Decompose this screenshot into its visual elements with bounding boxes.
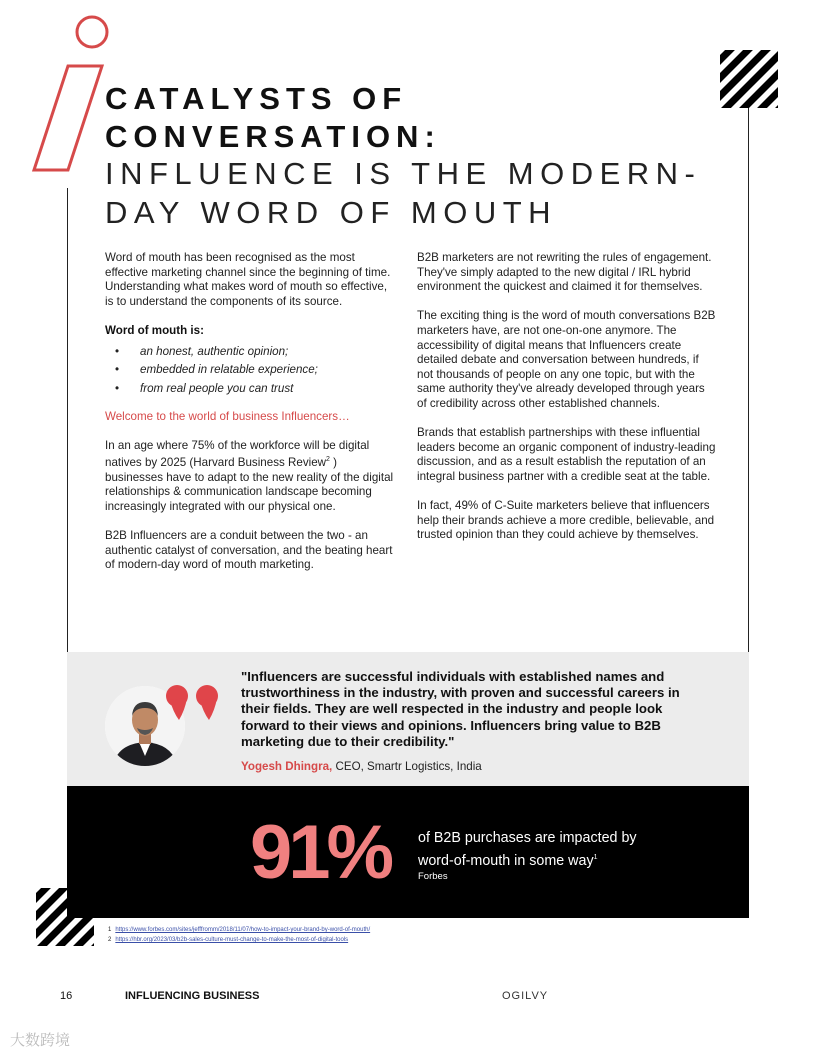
list-item: • from real people you can trust bbox=[105, 380, 395, 399]
intro-paragraph: Word of mouth has been recognised as the most effective marketing channel since the beginning of time. Understanding what makes word of mouth so effective, is to understand the components of its source. bbox=[105, 251, 391, 308]
right-column bbox=[417, 251, 717, 557]
list-item: • an honest, authentic opinion; bbox=[105, 343, 395, 362]
footnote-ref-1: 1 bbox=[593, 854, 598, 861]
workforce-paragraph bbox=[105, 439, 395, 515]
quote-text: "Influencers are successful individuals with established names and trustworthiness in the industry, with proven and successful careers in their fields. They are well respected in the industry and people look forward to their views and opinions. Influencers bring value to B2B marketing due to their credibility." bbox=[241, 669, 680, 749]
welcome-line: Welcome to the world of business Influencers… bbox=[105, 410, 350, 424]
quote-author-role: CEO, Smartr Logistics, India bbox=[332, 760, 482, 773]
quote-attribution bbox=[241, 760, 482, 773]
page-number: 16 bbox=[60, 990, 73, 1002]
title-light-line-1: INFLUENCE IS THE MODERN- bbox=[105, 156, 702, 191]
stat-description-text: of B2B purchases are impacted by word-of-mouth in some way bbox=[418, 830, 637, 869]
footnote-link[interactable]: https://www.forbes.com/sites/jefffromm/2018/11/07/how-to-impact-your-brand-by-word-of-mouth/ bbox=[115, 927, 371, 933]
footnote-item bbox=[108, 925, 370, 935]
footer-brand: OGILVY bbox=[502, 990, 549, 1002]
footnotes bbox=[108, 925, 370, 945]
footnote-number: 1 bbox=[108, 927, 112, 933]
title-light-line-2: DAY WORD OF MOUTH bbox=[105, 195, 558, 230]
footnote-ref-2: 2 bbox=[326, 456, 330, 464]
quote-author-name: Yogesh Dhingra, bbox=[241, 760, 333, 773]
word-of-mouth-list bbox=[105, 343, 395, 399]
list-item: • embedded in relatable experience; bbox=[105, 361, 395, 380]
exciting-paragraph: The exciting thing is the word of mouth conversations B2B marketers have, are not one-on-one anymore. The accessibility of digital means that Influencers create detailed debate and conversation between hundreds, if not thousands of people on any one topic, but with the same authority they've already developed through years of credibility across other established channels. bbox=[417, 309, 716, 410]
title-bold-line-2: CONVERSATION: bbox=[105, 119, 441, 154]
stripes-top-right-graphic bbox=[720, 50, 778, 108]
frame-line-left bbox=[67, 188, 68, 656]
c-suite-paragraph: In fact, 49% of C-Suite marketers believe that influencers help their brands achieve a more credible, believable, and trusted opinion than they could achieve by themselves. bbox=[417, 499, 715, 542]
watermark: 大数跨境 bbox=[10, 1032, 71, 1049]
stat-source: Forbes bbox=[418, 871, 448, 882]
footnote-item bbox=[108, 935, 370, 945]
title-bold-line-1: CATALYSTS OF bbox=[105, 81, 408, 116]
footer-title: INFLUENCING BUSINESS bbox=[125, 990, 260, 1002]
quote-marks-icon bbox=[165, 682, 221, 722]
footnote-number: 2 bbox=[108, 937, 112, 943]
left-column bbox=[105, 251, 395, 587]
footnote-link[interactable]: https://hbr.org/2023/03/b2b-sales-culture-must-change-to-make-the-most-of-digital-tools bbox=[115, 937, 349, 943]
page-title-bold bbox=[105, 80, 441, 156]
partnerships-paragraph: Brands that establish partnerships with these influential leaders become an organic component of industry-leading discussion, and as a result establish the reputation of an integral business partner with a credible seat at the table. bbox=[417, 426, 716, 483]
marketers-paragraph: B2B marketers are not rewriting the rules of engagement. They've simply adapted to the new digital / IRL hybrid environment the quickest and claimed it for themselves. bbox=[417, 251, 712, 294]
stat-description bbox=[418, 829, 658, 871]
conduit-paragraph: B2B Influencers are a conduit between the two - an authentic catalyst of conversation, and the beating heart of modern-day word of mouth marketing. bbox=[105, 529, 393, 572]
frame-line-right bbox=[748, 108, 749, 656]
word-of-mouth-heading: Word of mouth is: bbox=[105, 323, 204, 337]
workforce-text-rest: ) businesses have to adapt to the new reality of the digital relationships & communication landscape becoming increasingly integrated with our physical one. bbox=[105, 456, 394, 513]
workforce-text: In an age where 75% of the workforce will be digital natives by 2025 (Harvard Business Review bbox=[105, 438, 370, 470]
stat-value: 91% bbox=[250, 810, 391, 895]
page-subtitle bbox=[105, 154, 701, 232]
